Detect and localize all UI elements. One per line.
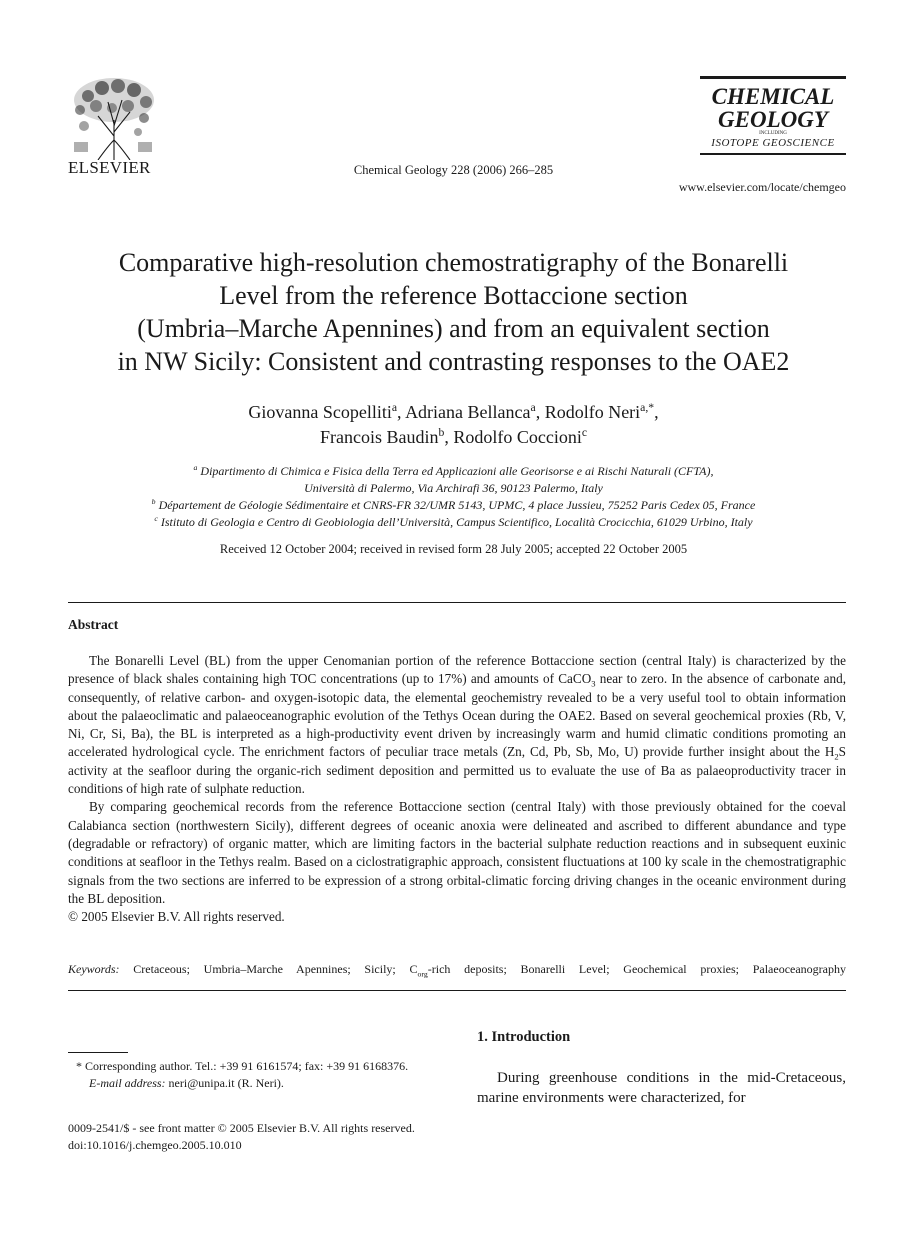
subscript: 2 — [834, 752, 839, 763]
author-affil-mark: b — [438, 426, 445, 439]
keywords-label: Keywords: — [68, 962, 120, 976]
affil-text: Istituto di Geologia e Centro di Geobiologia dell’Università, Campus Scientifico, Località Crocicchia, 61029 Urbino, Italy — [160, 515, 753, 529]
abstract-text: near to zero. In the absence of carbonate and, consequently, of relative carbon- and oxygen-isotopic data, the elemental geochemistry revealed to be a very useful tool to obtain information about the palaeoclimatic and palaeoceanographic evolution of the Tethys Ocean during the OAE2. Based on several geochemical proxies (Rb, V, Ni, Cr, Si, Ba), the BL is interpreted as a high-productivity event driven by increasingly warm and humid climatic conditions promoting an accelerated hydrological cycle. The enrichment factors of peculiar trace metals (Zn, Cd, Pb, Sb, Mo, U) provide further insight about the H — [68, 671, 846, 760]
author-affil-mark: a — [530, 401, 536, 414]
author-affil-mark: c — [581, 426, 588, 439]
author-name[interactable]: Rodolfo Neri — [544, 402, 641, 422]
abstract-text: S activity at the seafloor during the organic-rich sediment deposition and permitted us to evaluate the use of Ba as palaeoproductivity tracer in conditions of high rate of sulphate reduction. — [68, 744, 846, 797]
keywords — [68, 962, 846, 977]
affiliation-c — [60, 514, 847, 531]
title-line: Comparative high-resolution chemostratigraphy of the Bonarelli — [118, 248, 789, 277]
email-note — [68, 1075, 438, 1092]
author-name[interactable]: Francois Baudin — [319, 427, 439, 447]
journal-name-line2: GEOLOGY — [718, 107, 828, 132]
author-line — [60, 400, 847, 425]
article-title — [60, 246, 847, 378]
journal-name-line1: CHEMICAL — [711, 84, 835, 109]
title-line: Level from the reference Bottaccione section — [219, 281, 688, 310]
affil-mark: b — [151, 497, 156, 506]
abstract-body — [68, 652, 846, 926]
footnote-rule — [68, 1052, 128, 1053]
journal-url[interactable]: www.elsevier.com/locate/chemgeo — [678, 180, 846, 194]
author-separator: , — [535, 402, 545, 422]
affil-mark: c — [154, 514, 158, 523]
affiliation-a — [60, 463, 847, 480]
author-separator: , — [444, 427, 454, 447]
title-line: (Umbria–Marche Apennines) and from an equivalent section — [137, 314, 770, 343]
keywords-text: -rich deposits; Bonarelli Level; Geochemical proxies; Palaeoceanography — [427, 962, 847, 976]
brand-rule-top — [700, 76, 846, 79]
abstract-paragraph: By comparing geochemical records from the reference Bottaccione section (central Italy) with those previously obtained for the coeval Calabianca section (northwestern Sicily), different degrees of oceanic anoxia were delineated and ascribed to different abundance and type (degradable or refractory) of organic matter, which are limiting factors in the bacterial sulphate reduction reactions and in subsequent euxinic conditions at seafloor in the Tethys realm. Based on a ciclostratigraphic approach, consistent fluctuations at 100 ky scale in the chemostratigraphic signals from the two sections are inferred to be expression of a strong orbital-climatic forcing driving changes in the oceanic environment during the BL deposition. — [68, 799, 846, 906]
author-name[interactable]: Giovanna Scopelliti — [248, 402, 392, 422]
received-dates: Received 12 October 2004; received in revised form 28 July 2005; accepted 22 October 2005 — [219, 542, 688, 556]
author-affil-mark: a,* — [640, 401, 655, 414]
author-affil-mark: a — [391, 401, 398, 414]
affiliation-b — [60, 497, 847, 514]
footnotes — [68, 1058, 438, 1092]
email-address[interactable]: neri@unipa.it (R. Neri). — [168, 1076, 284, 1090]
affil-mark: a — [193, 463, 198, 472]
introduction-text: During greenhouse conditions in the mid-Cretaceous, marine environments were characterized, for — [477, 1070, 846, 1106]
corresponding-author-note: * Corresponding author. Tel.: +39 91 6161574; fax: +39 91 6168376. — [76, 1059, 409, 1073]
author-line — [60, 425, 847, 450]
email-label: E-mail address: — [89, 1076, 166, 1090]
copyright-notice: © 2005 Elsevier B.V. All rights reserved. — [68, 909, 285, 925]
affil-text: Dipartimento di Chimica e Fisica della Terra ed Applicazioni alle Georisorse e ai Rischi Naturali (CFTA), — [200, 464, 714, 478]
author-list — [60, 400, 847, 450]
abstract-text: The Bonarelli Level (BL) from the upper Cenomanian portion of the reference Bottaccione section (central Italy) is characterized by the presence of black shales containing high TOC concentrations (up to 17%) and amounts of CaCO — [68, 653, 846, 687]
abstract-paragraph — [68, 652, 846, 798]
journal-citation: Chemical Geology 228 (2006) 266–285 — [353, 163, 554, 177]
journal-subtitle: ISOTOPE GEOSCIENCE — [711, 137, 835, 149]
title-line: in NW Sicily: Consistent and contrasting responses to the OAE2 — [117, 347, 790, 376]
abstract-heading: Abstract — [68, 617, 119, 632]
author-separator: , — [397, 402, 406, 422]
subscript: 3 — [591, 678, 596, 689]
front-matter — [68, 1120, 468, 1154]
brand-rule-bottom — [700, 153, 846, 155]
issn-line: 0009-2541/$ - see front matter © 2005 Elsevier B.V. All rights reserved. — [68, 1121, 415, 1135]
author-name[interactable]: Rodolfo Coccioni — [453, 427, 582, 447]
introduction-heading: 1. Introduction — [477, 1029, 571, 1045]
author-name[interactable]: Adriana Bellanca — [405, 402, 531, 422]
affiliation-a-cont: Università di Palermo, Via Archirafi 36, 90123 Palermo, Italy — [304, 481, 603, 495]
subscript: org — [417, 969, 428, 979]
keywords-text: Cretaceous; Umbria–Marche Apennines; Sicily; C — [133, 962, 418, 976]
author-separator: , — [654, 402, 659, 422]
divider-bottom — [68, 990, 846, 991]
journal-including: INCLUDING — [759, 131, 787, 136]
affil-text: Département de Géologie Sédimentaire et CNRS-FR 32/UMR 5143, UPMC, 4 place Jussieu, 75252 Paris Cedex 05, France — [158, 498, 756, 512]
publisher-name: ELSEVIER — [68, 158, 151, 177]
journal-brand — [700, 76, 846, 157]
doi-link[interactable]: doi:10.1016/j.chemgeo.2005.10.010 — [68, 1138, 242, 1152]
divider-top — [68, 602, 846, 603]
affiliations — [60, 463, 847, 531]
